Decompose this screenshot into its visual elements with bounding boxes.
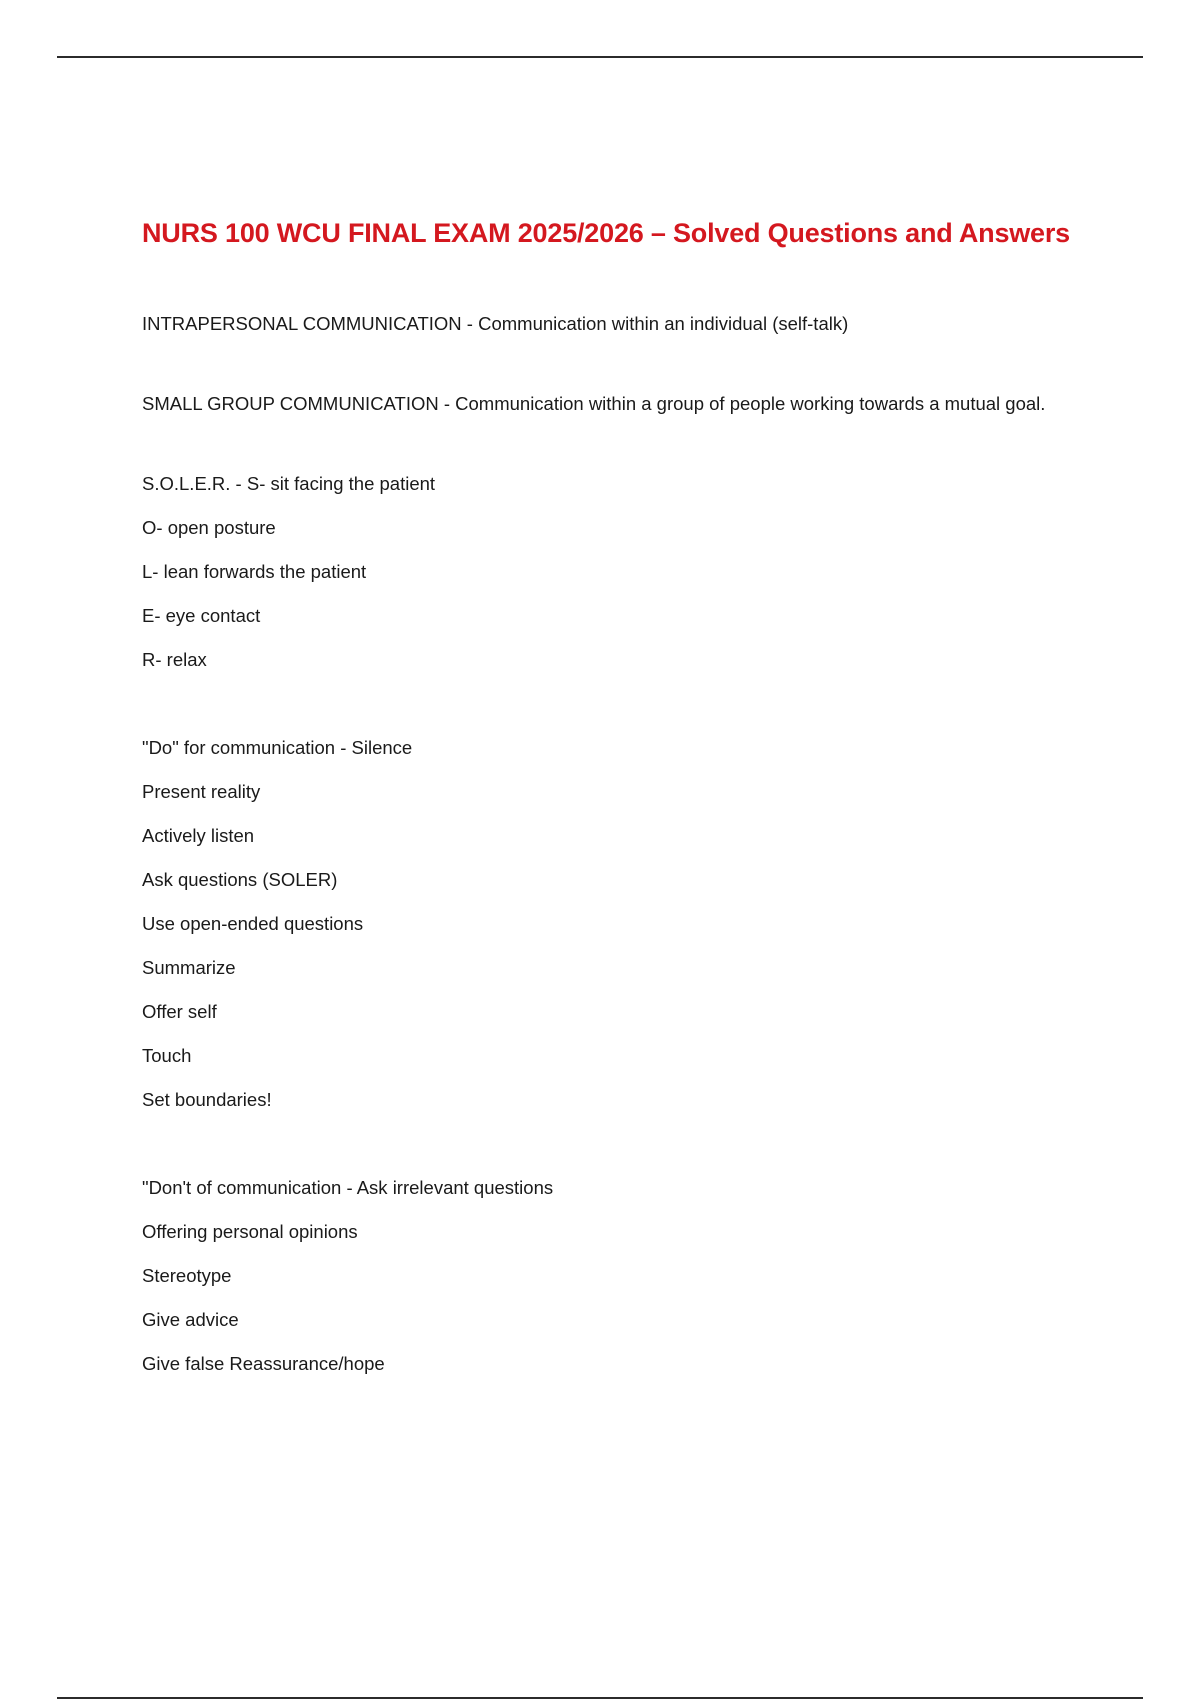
qa-line: Set boundaries! xyxy=(142,1089,272,1110)
qa-line: E- eye contact xyxy=(142,605,261,626)
qa-line: Actively listen xyxy=(142,825,255,846)
qa-entry-do xyxy=(142,726,1082,1122)
header-rule xyxy=(57,56,1143,58)
qa-entry-small-group xyxy=(142,390,1082,418)
qa-entry-dont xyxy=(142,1166,1082,1386)
qa-line: Present reality xyxy=(142,781,261,802)
qa-line: Offer self xyxy=(142,1001,217,1022)
qa-line: Summarize xyxy=(142,957,236,978)
document-title: NURS 100 WCU FINAL EXAM 2025/2026 – Solved Questions and Answers xyxy=(142,218,1070,248)
qa-line: S.O.L.E.R. - S- sit facing the patient xyxy=(142,473,436,494)
qa-line: "Don't of communication - Ask irrelevant questions xyxy=(142,1177,554,1198)
footer-rule xyxy=(57,1697,1143,1699)
qa-entry-intrapersonal xyxy=(142,302,1082,346)
qa-line: Use open-ended questions xyxy=(142,913,364,934)
qa-line: Stereotype xyxy=(142,1265,232,1286)
qa-line: Give false Reassurance/hope xyxy=(142,1353,385,1374)
qa-list xyxy=(142,302,1082,1386)
qa-line: L- lean forwards the patient xyxy=(142,561,367,582)
page-content xyxy=(142,214,1082,1386)
qa-line: Ask questions (SOLER) xyxy=(142,869,338,890)
qa-line: "Do" for communication - Silence xyxy=(142,737,413,758)
qa-line: Touch xyxy=(142,1045,192,1066)
qa-line: Offering personal opinions xyxy=(142,1221,358,1242)
qa-line: SMALL GROUP COMMUNICATION - Communication within a group of people working towards a mutual goal. xyxy=(142,393,1046,414)
qa-line: INTRAPERSONAL COMMUNICATION - Communication within an individual (self-talk) xyxy=(142,313,849,334)
qa-line: O- open posture xyxy=(142,517,276,538)
qa-entry-soler xyxy=(142,462,1082,682)
qa-line: R- relax xyxy=(142,649,207,670)
qa-line: Give advice xyxy=(142,1309,239,1330)
